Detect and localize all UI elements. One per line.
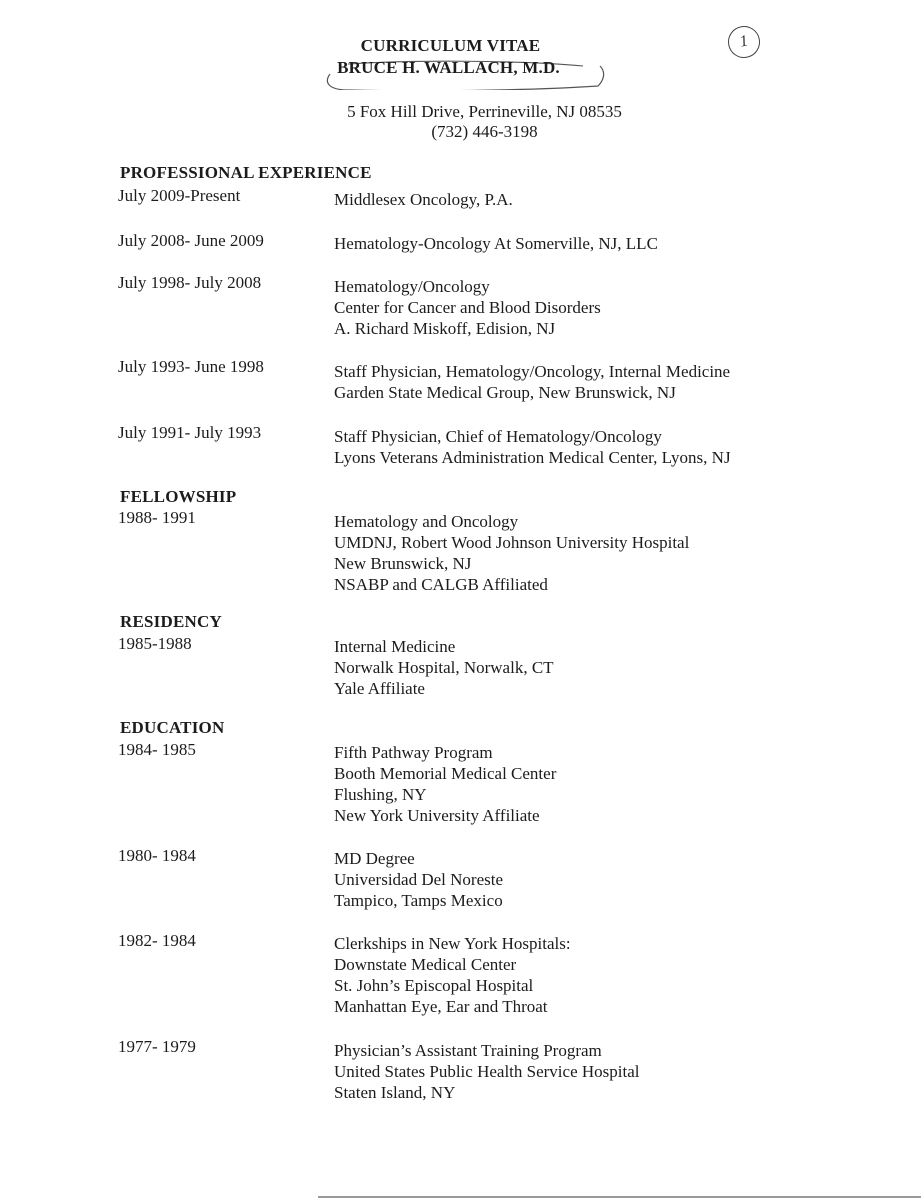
entry-line: NSABP and CALGB Affiliated [334,575,548,594]
entry-line: Norwalk Hospital, Norwalk, CT [334,658,554,677]
entry-line: Manhattan Eye, Ear and Throat [334,997,548,1016]
entry-line: New Brunswick, NJ [334,554,472,573]
entry-line: St. John’s Episcopal Hospital [334,976,534,995]
entry-date: 1977- 1979 [118,1037,196,1056]
entry-date: 1982- 1984 [118,931,196,950]
address-line: 5 Fox Hill Drive, Perrineville, NJ 08535 [347,102,622,121]
entry-details [334,361,730,403]
entry-line: Center for Cancer and Blood Disorders [334,298,601,317]
entry-line: United States Public Health Service Hospital [334,1062,640,1081]
entry-line: Fifth Pathway Program [334,743,493,762]
entry-date: 1984- 1985 [118,740,196,759]
entry-line: Flushing, NY [334,785,427,804]
person-name: BRUCE H. WALLACH, M.D. [337,58,560,77]
entry-line: Hematology/Oncology [334,277,490,296]
entry-line: MD Degree [334,849,415,868]
entry-date: 1985-1988 [118,634,192,653]
entry-details [334,742,556,826]
entry-line: Universidad Del Noreste [334,870,504,889]
entry-line: Booth Memorial Medical Center [334,764,557,783]
entry-details [334,848,503,911]
entry-date: July 1993- June 1998 [118,357,264,376]
entry-line: Downstate Medical Center [334,955,517,974]
entry-line: Hematology and Oncology [334,512,519,531]
entry-line: Hematology-Oncology At Somerville, NJ, LLC [334,234,658,253]
section-title-professional-experience: PROFESSIONAL EXPERIENCE [120,163,372,182]
section-title-education: EDUCATION [120,718,225,737]
entry-line: Garden State Medical Group, New Brunswick, NJ [334,383,676,402]
document-title: CURRICULUM VITAE [360,36,541,55]
entry-line: Staff Physician, Hematology/Oncology, Internal Medicine [334,362,731,381]
entry-date: 1988- 1991 [118,508,196,527]
entry-details [334,276,601,339]
entry-line: Lyons Veterans Administration Medical Center, Lyons, NJ [334,448,731,467]
entry-details [334,426,731,468]
section-title-residency: RESIDENCY [120,612,222,631]
section-title-fellowship: FELLOWSHIP [120,487,237,506]
entry-line: Middlesex Oncology, P.A. [334,190,513,209]
entry-details [334,511,689,595]
entry-date: July 2009-Present [118,186,241,205]
entry-details [334,233,658,254]
entry-line: Staten Island, NY [334,1083,456,1102]
entry-line: Yale Affiliate [334,679,425,698]
entry-line: UMDNJ, Robert Wood Johnson University Hospital [334,533,690,552]
entry-date: July 2008- June 2009 [118,231,264,250]
entry-date: 1980- 1984 [118,846,196,865]
entry-line: New York University Affiliate [334,806,540,825]
entry-line: Staff Physician, Chief of Hematology/Oncology [334,427,662,446]
entry-details [334,189,513,210]
entry-details [334,636,554,699]
entry-date: July 1991- July 1993 [118,423,262,442]
entry-line: Internal Medicine [334,637,456,656]
entry-line: Clerkships in New York Hospitals: [334,934,571,953]
page-number: 1 [738,32,750,51]
entry-date: July 1998- July 2008 [118,273,262,292]
entry-details [334,1040,639,1103]
scan-edge-line [318,1196,921,1198]
entry-details [334,933,571,1017]
entry-line: A. Richard Miskoff, Edision, NJ [334,319,556,338]
entry-line: Physician’s Assistant Training Program [334,1041,602,1060]
phone-line: (732) 446-3198 [431,122,538,141]
entry-line: Tampico, Tamps Mexico [334,891,503,910]
